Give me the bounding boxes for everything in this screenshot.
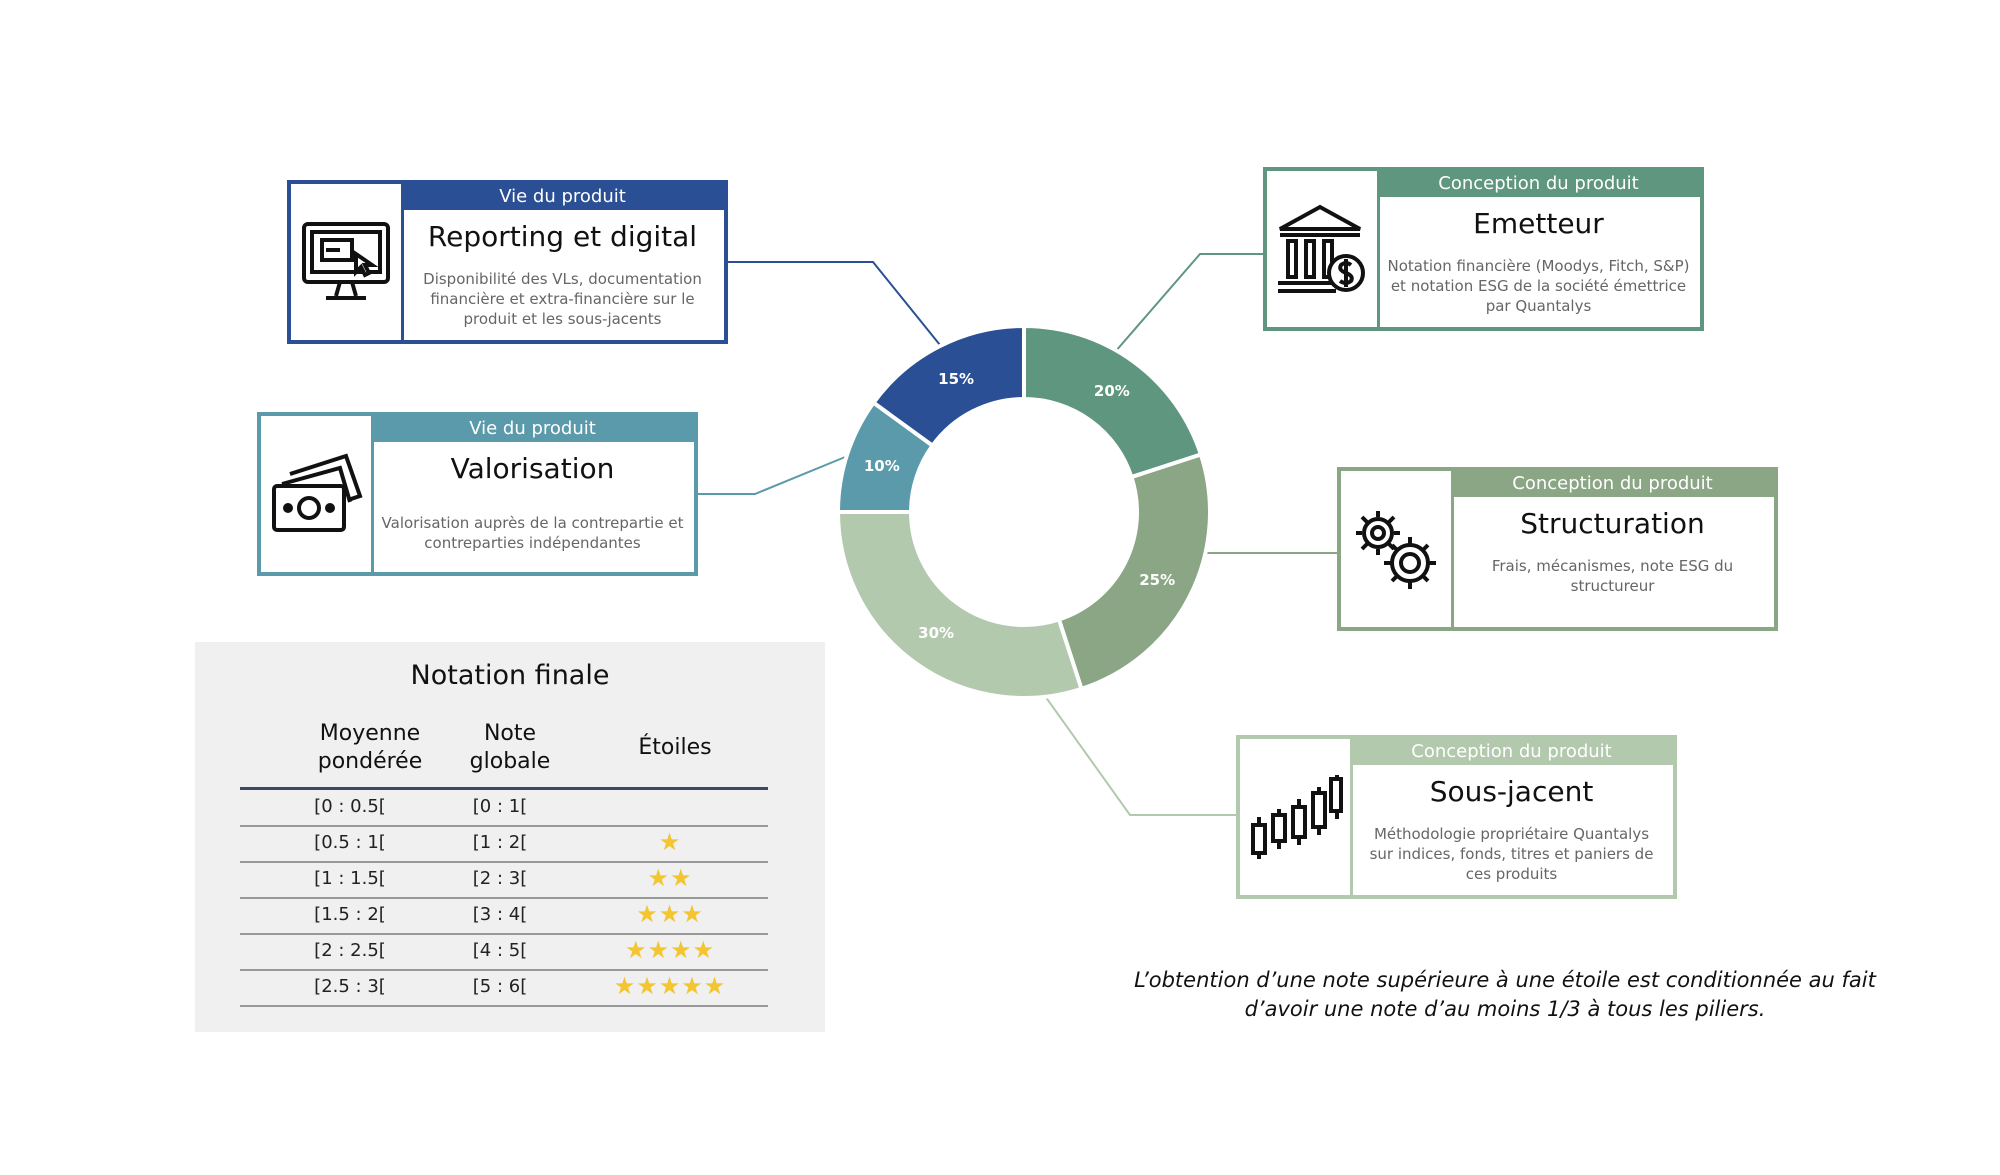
cell-moyenne: [2.5 : 3[ — [314, 976, 386, 997]
card-title: Structuration — [1520, 507, 1705, 540]
card-category: Conception du produit — [1377, 171, 1700, 197]
cell-stars: ★★★ — [636, 900, 704, 928]
condition-note-line2: d’avoir une note d’au moins 1/3 à tous les piliers. — [1244, 997, 1766, 1021]
card-emetteur — [1263, 167, 1704, 331]
header-moyenne-line1: Moyenne — [319, 721, 421, 746]
cell-note: [3 : 4[ — [472, 904, 528, 925]
card-structuration — [1337, 467, 1778, 631]
card-description: Méthodologie propriétaire Quantalys sur indices, fonds, titres et paniers de ces produits — [1369, 825, 1654, 883]
card-title: Emetteur — [1473, 207, 1604, 240]
card-sousjacent — [1236, 735, 1677, 899]
card-title: Valorisation — [450, 452, 615, 485]
table-row — [240, 862, 768, 899]
table-row — [240, 898, 768, 935]
card-body — [371, 416, 694, 572]
donut-label: 15% — [938, 369, 975, 388]
rating-title: Notation finale — [410, 660, 610, 691]
gears-icon — [1348, 501, 1444, 597]
card-description: Disponibilité des VLs, documentation financière et extra-financière sur le produit et les sous-jacents — [423, 270, 702, 328]
card-description: Notation financière (Moodys, Fitch, S&P) et notation ESG de la société émettrice par Quantalys — [1387, 257, 1690, 315]
header-etoiles: Étoiles — [638, 735, 712, 760]
table-row — [240, 970, 768, 1007]
cell-moyenne: [1.5 : 2[ — [314, 904, 386, 925]
card-category: Vie du produit — [401, 184, 724, 210]
cell-moyenne: [2 : 2.5[ — [314, 940, 386, 961]
cell-note: [4 : 5[ — [472, 940, 528, 961]
icon-cell — [1240, 739, 1353, 895]
card-category: Vie du produit — [371, 416, 694, 442]
card-body — [1350, 739, 1673, 895]
table-row — [240, 790, 768, 827]
money-icon — [268, 448, 364, 540]
icon-cell — [1341, 471, 1454, 627]
icon-cell — [261, 416, 374, 572]
rating-panel — [195, 642, 825, 1032]
icon-cell — [1267, 171, 1380, 327]
donut-slice-emetteur — [1024, 326, 1201, 477]
cell-stars: ★★★★ — [624, 936, 716, 964]
cell-moyenne: [0 : 0.5[ — [314, 796, 386, 817]
card-valorisation — [257, 412, 698, 576]
cell-stars: ★★★★★ — [613, 972, 727, 1000]
donut-label: 25% — [1139, 570, 1176, 589]
table-row — [240, 934, 768, 971]
icon-cell — [291, 184, 404, 340]
cell-moyenne: [1 : 1.5[ — [314, 868, 386, 889]
condition-note-line1: L’obtention d’une note supérieure à une étoile est conditionnée au fait — [1134, 968, 1876, 992]
card-body — [401, 184, 724, 340]
cell-stars: ★ — [658, 828, 682, 856]
candlestick-icon — [1247, 769, 1343, 865]
card-title: Reporting et digital — [427, 220, 698, 253]
header-note-line1: Note — [483, 721, 537, 746]
cell-note: [2 : 3[ — [472, 868, 528, 889]
card-category: Conception du produit — [1350, 739, 1673, 765]
monitor-click-icon — [300, 216, 392, 308]
donut-slice-sous-jacent — [838, 512, 1081, 698]
donut-slice-structuration — [1059, 455, 1210, 689]
condition-note — [1110, 966, 1900, 1024]
header-note — [440, 720, 580, 776]
card-category: Conception du produit — [1451, 471, 1774, 497]
card-description: Valorisation auprès de la contrepartie et contreparties indépendantes — [381, 514, 684, 552]
card-description: Frais, mécanismes, note ESG du structureur — [1491, 557, 1734, 595]
header-moyenne-line2: pondérée — [317, 749, 423, 774]
cell-moyenne: [0.5 : 1[ — [314, 832, 386, 853]
card-body — [1377, 171, 1700, 327]
card-body — [1451, 471, 1774, 627]
card-reporting — [287, 180, 728, 344]
header-moyenne — [285, 720, 455, 776]
cell-note: [1 : 2[ — [472, 832, 528, 853]
cell-note: [0 : 1[ — [472, 796, 528, 817]
donut-label: 20% — [1093, 382, 1130, 401]
cell-note: [5 : 6[ — [472, 976, 528, 997]
bank-icon — [1274, 201, 1370, 297]
card-title: Sous-jacent — [1429, 775, 1594, 808]
header-note-line2: globale — [469, 749, 551, 774]
donut-label: 30% — [918, 623, 955, 642]
cell-stars: ★★ — [647, 864, 693, 892]
table-row — [240, 826, 768, 863]
donut-label: 10% — [863, 456, 900, 475]
